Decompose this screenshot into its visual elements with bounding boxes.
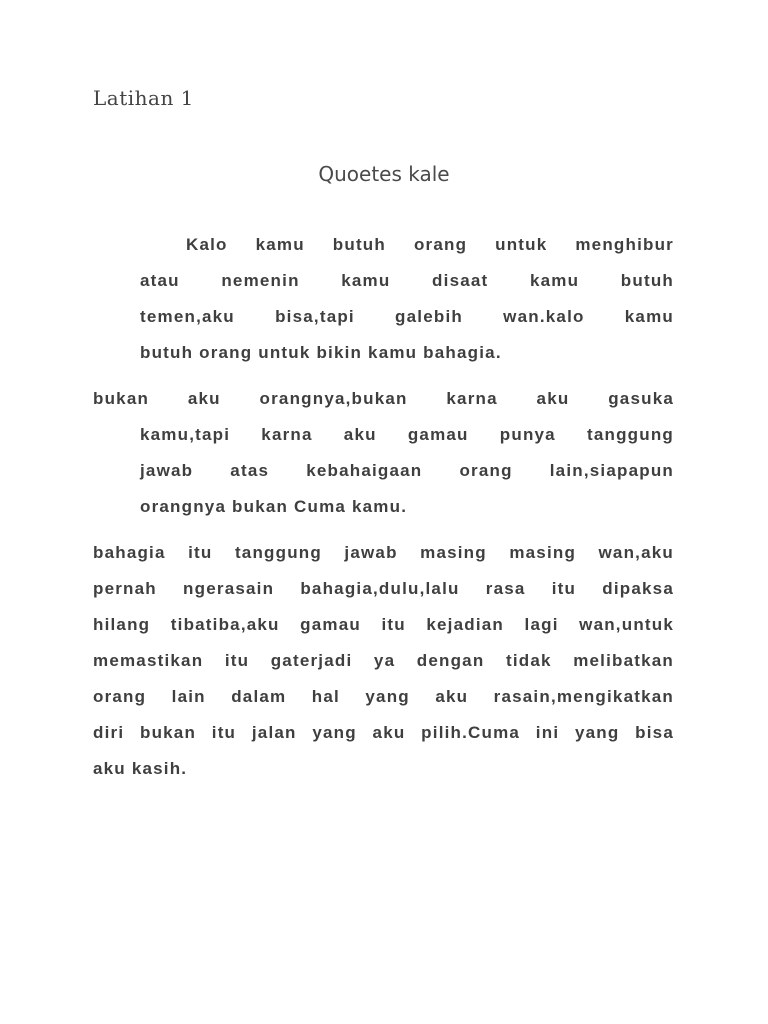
paragraph-line: diri bukan itu jalan yang aku pilih.Cuma ini yang bisa xyxy=(93,723,674,742)
paragraph-line: kamu,tapi karna aku gamau punya tanggung xyxy=(140,425,674,444)
paragraph-line: hilang tibatiba,aku gamau itu kejadian lagi wan,untuk xyxy=(93,615,674,634)
paragraph-line: butuh orang untuk bikin kamu bahagia. xyxy=(140,343,502,362)
paragraph-line: temen,aku bisa,tapi galebih wan.kalo kamu xyxy=(140,307,674,326)
paragraph-line: jawab atas kebahaigaan orang lain,siapapun xyxy=(140,461,674,480)
paragraph-line: bukan aku orangnya,bukan karna aku gasuka xyxy=(93,389,674,408)
document-title: Quoetes kale xyxy=(318,162,450,186)
paragraph-line: aku kasih. xyxy=(93,759,188,778)
document-heading: Latihan 1 xyxy=(93,86,194,110)
paragraph-line: orang lain dalam hal yang aku rasain,mengikatkan xyxy=(93,687,674,706)
paragraph-line: pernah ngerasain bahagia,dulu,lalu rasa itu dipaksa xyxy=(93,579,674,598)
paragraph-line: atau nemenin kamu disaat kamu butuh xyxy=(140,271,674,290)
paragraph-line: bahagia itu tanggung jawab masing masing wan,aku xyxy=(93,543,674,562)
paragraph-line: memastikan itu gaterjadi ya dengan tidak melibatkan xyxy=(93,651,674,670)
paragraph-line: orangnya bukan Cuma kamu. xyxy=(140,497,408,516)
paragraph-line: Kalo kamu butuh orang untuk menghibur xyxy=(186,235,674,254)
